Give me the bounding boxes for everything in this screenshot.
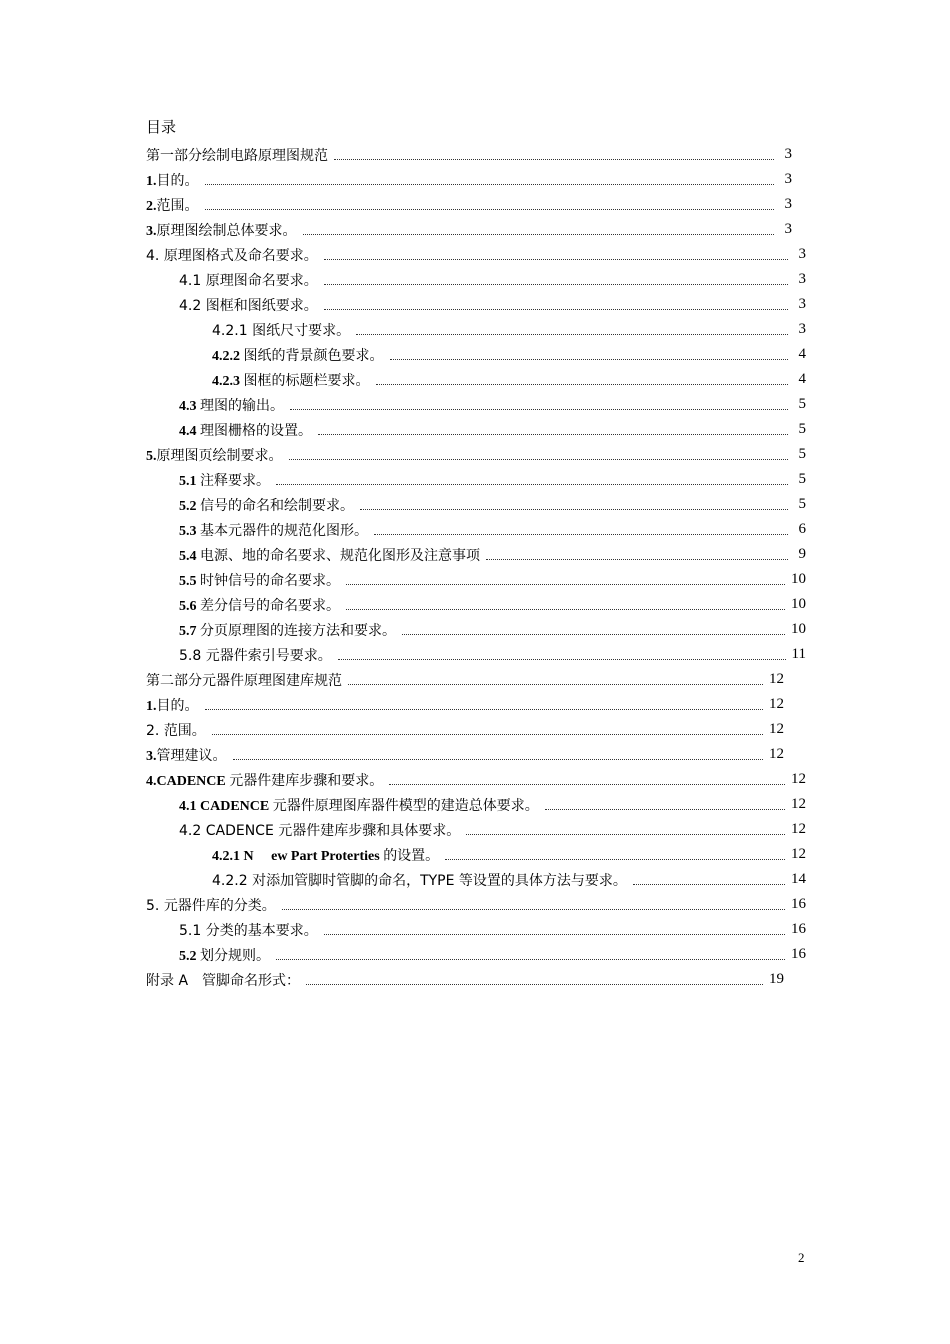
toc-entry[interactable] <box>146 792 806 817</box>
toc-entry-text: 原理图命名要求。 <box>205 272 318 289</box>
toc-entry-title <box>146 145 328 165</box>
toc-entry-page: 3 <box>798 321 806 337</box>
toc-entry[interactable] <box>146 317 806 342</box>
toc-entry-page: 11 <box>791 646 806 662</box>
toc-entry-title <box>146 695 199 715</box>
toc-entry[interactable] <box>146 217 806 242</box>
toc-entry[interactable] <box>146 367 806 392</box>
toc-entry-page: 3 <box>784 221 792 237</box>
toc-entry-title <box>212 370 370 390</box>
toc-dot-leader <box>390 347 789 360</box>
toc-entry-page: 12 <box>769 721 784 737</box>
toc-entry-text: 管理建议。 <box>156 747 227 764</box>
toc-entry-page: 3 <box>784 146 792 162</box>
toc-entry-text: 范围。 <box>156 197 199 214</box>
toc-entry-page: 10 <box>791 571 806 587</box>
toc-dot-leader <box>212 722 763 735</box>
toc-entry-title <box>179 470 270 490</box>
toc-entry-number: 4.CADENCE <box>146 773 230 789</box>
toc-entry-text: 元器件索引号要求。 <box>205 647 332 664</box>
toc-entry-text: 信号的命名和绘制要求。 <box>200 497 354 514</box>
toc-entry-title <box>179 570 340 590</box>
toc-entry-number: 5.8 <box>179 647 206 664</box>
toc-entry[interactable] <box>146 192 806 217</box>
toc-entry-text: 图框的标题栏要求。 <box>243 372 370 389</box>
toc-dot-leader <box>324 247 788 260</box>
toc-entry-number: 2. <box>146 198 157 214</box>
toc-entry[interactable] <box>146 617 806 642</box>
toc-entry-title <box>179 820 460 840</box>
toc-entry-number: 5.4 <box>179 548 200 564</box>
toc-entry-text: 基本元器件的规范化图形。 <box>200 522 368 539</box>
toc-entry-text: 分页原理图的连接方法和要求。 <box>200 622 396 639</box>
toc-entry-title <box>179 295 318 315</box>
toc-entry-page: 16 <box>791 921 806 937</box>
toc-entry[interactable] <box>146 267 806 292</box>
toc-entry-number: 4.2 <box>179 297 206 314</box>
toc-entry-title <box>146 220 297 240</box>
toc-heading: 目录 <box>146 118 177 136</box>
toc-entry-number: 4.2.2 <box>212 348 244 364</box>
toc-entry[interactable] <box>146 567 806 592</box>
toc-dot-leader <box>303 222 775 235</box>
toc-entry-number: 5.1 <box>179 473 200 489</box>
toc-entry-title <box>146 670 342 690</box>
toc-dot-leader <box>306 972 763 985</box>
toc-entry-text: 理图栅格的设置。 <box>200 422 312 439</box>
toc-entry-title <box>212 320 350 340</box>
toc-entry-number: 5.3 <box>179 523 200 539</box>
toc-entry-page: 12 <box>791 796 806 812</box>
toc-entry-number: 5.7 <box>179 623 200 639</box>
toc-entry-number: 4.2.1 N ew Part Proterties <box>212 848 384 864</box>
toc-dot-leader <box>346 597 785 610</box>
toc-dot-leader <box>276 947 785 960</box>
toc-entry[interactable] <box>146 467 806 492</box>
toc-dot-leader <box>205 697 764 710</box>
toc-entry-title <box>179 920 318 940</box>
toc-entry-page: 16 <box>791 896 806 912</box>
toc-entry-title <box>179 270 318 290</box>
toc-entry[interactable] <box>146 642 806 667</box>
toc-entry-page: 3 <box>784 196 792 212</box>
toc-entry-title <box>146 770 383 790</box>
toc-entry[interactable] <box>146 592 806 617</box>
toc-dot-leader <box>338 647 786 660</box>
toc-entry-title <box>146 195 199 215</box>
toc-entry-text: 分类的基本要求。 <box>205 922 318 939</box>
toc-entry-page: 5 <box>798 421 806 437</box>
toc-entry-title <box>146 745 227 765</box>
toc-entry-page: 4 <box>798 346 806 362</box>
toc-entry-text: 注释要求。 <box>200 472 270 489</box>
toc-dot-leader <box>346 572 785 585</box>
toc-entry[interactable] <box>146 842 806 867</box>
toc-entry-title <box>179 495 354 515</box>
toc-entry-title <box>146 720 206 740</box>
toc-dot-leader <box>205 172 775 185</box>
toc-entry-text: 对添加管脚时管脚的命名，TYPE 等设置的具体方法与要求。 <box>252 872 627 889</box>
toc-entry-title <box>212 870 627 890</box>
toc-entry[interactable] <box>146 142 806 167</box>
toc-entry-page: 6 <box>798 521 806 537</box>
toc-dot-leader <box>324 272 788 285</box>
toc-entry-text: 元器件库的分类。 <box>163 897 276 914</box>
toc-entry-number: 4.3 <box>179 398 200 414</box>
toc-entry[interactable] <box>146 342 806 367</box>
toc-entry-page: 5 <box>798 396 806 412</box>
toc-entry-title <box>212 345 384 365</box>
toc-entry-number: 4.2.3 <box>212 373 244 389</box>
toc-entry-text: 的设置。 <box>383 847 440 864</box>
toc-dot-leader <box>324 922 785 935</box>
toc-entry[interactable] <box>146 967 806 992</box>
toc-entry-page: 3 <box>798 246 806 262</box>
toc-entry-text: 原理图格式及命名要求。 <box>163 247 318 264</box>
toc-dot-leader <box>389 772 785 785</box>
toc-entry-number: 4.4 <box>179 423 200 439</box>
toc-dot-leader <box>282 897 785 910</box>
toc-entry-page: 16 <box>791 946 806 962</box>
toc-entry-title <box>179 395 284 415</box>
toc-entry-title <box>179 520 368 540</box>
toc-dot-leader <box>466 822 785 835</box>
toc-entry-number: 3. <box>146 748 157 764</box>
toc-entry-number: 5. <box>146 448 157 464</box>
toc-entry[interactable] <box>146 517 806 542</box>
toc-entry-page: 12 <box>791 846 806 862</box>
toc-entry-page: 14 <box>791 871 806 887</box>
toc-entry-page: 3 <box>798 271 806 287</box>
toc-entry-page: 12 <box>791 771 806 787</box>
toc-entry-title <box>179 795 539 815</box>
toc-entry-text: 电源、地的命名要求、规范化图形及注意事项 <box>200 547 480 564</box>
toc-dot-leader <box>205 197 775 210</box>
toc-entry-number: 5. <box>146 897 164 914</box>
toc-entry-title <box>146 170 199 190</box>
toc-entry-title <box>212 845 439 865</box>
toc-entry-number: 5.6 <box>179 598 200 614</box>
toc-entry[interactable] <box>146 167 806 192</box>
toc-entry-text: 第二部分元器件原理图建库规范 <box>146 672 342 689</box>
toc-entry-number: 5.2 <box>179 948 200 964</box>
toc-dot-leader <box>445 847 785 860</box>
toc-entry-number: 4.2 CADENCE <box>179 822 279 839</box>
toc-entry[interactable] <box>146 767 806 792</box>
toc-entry-text: 附录 A 管脚命名形式： <box>146 972 301 989</box>
toc-entry-number: 4.2.2 <box>212 872 253 889</box>
toc-entry-page: 12 <box>791 821 806 837</box>
toc-entry-number: 2. <box>146 722 164 739</box>
toc-dot-leader <box>324 297 788 310</box>
toc-entry[interactable] <box>146 292 806 317</box>
toc-dot-leader <box>289 447 789 460</box>
toc-dot-leader <box>276 472 788 485</box>
toc-entry-text: 元器件建库步骤和要求。 <box>229 772 384 789</box>
toc-entry-number: 4.1 CADENCE <box>179 798 273 814</box>
toc-entry-title <box>146 895 276 915</box>
toc-entry-page: 12 <box>769 671 784 687</box>
toc-entry-number: 1. <box>146 698 157 714</box>
toc-entry-number: 5.2 <box>179 498 200 514</box>
toc-entry[interactable] <box>146 942 806 967</box>
toc-entry-page: 3 <box>784 171 792 187</box>
toc-entry-title <box>179 645 332 665</box>
toc-entry-title <box>179 595 340 615</box>
toc-dot-leader <box>356 322 788 335</box>
toc-entry-text: 图纸尺寸要求。 <box>252 322 351 339</box>
toc-entry-number: 5.1 <box>179 922 206 939</box>
toc-entry-page: 12 <box>769 746 784 762</box>
toc-entry-title <box>146 445 283 465</box>
toc-dot-leader <box>376 372 789 385</box>
toc-entry-text: 图框和图纸要求。 <box>205 297 318 314</box>
toc-entry[interactable] <box>146 892 806 917</box>
toc-entry-title <box>179 945 270 965</box>
toc-entry-number: 4.2.1 <box>212 322 253 339</box>
toc-entry-page: 4 <box>798 371 806 387</box>
toc-dot-leader <box>290 397 788 410</box>
toc-dot-leader <box>486 547 788 560</box>
toc-entry-text: 范围。 <box>163 722 206 739</box>
toc-entry[interactable] <box>146 492 806 517</box>
toc-entry-title <box>146 245 318 265</box>
toc-entry[interactable] <box>146 667 806 692</box>
toc-entry-number: 1. <box>146 173 157 189</box>
toc-entry-page: 12 <box>769 696 784 712</box>
toc-dot-leader <box>318 422 788 435</box>
toc-entry[interactable] <box>146 867 806 892</box>
toc-entry-text: 划分规则。 <box>200 947 270 964</box>
toc-entry-page: 9 <box>798 546 806 562</box>
toc-entry-page: 5 <box>798 496 806 512</box>
toc-entry-text: 时钟信号的命名要求。 <box>200 572 340 589</box>
toc-entry[interactable] <box>146 417 806 442</box>
toc-entry[interactable] <box>146 917 806 942</box>
toc-entry-text: 元器件原理图库器件模型的建造总体要求。 <box>272 797 539 814</box>
toc-dot-leader <box>348 672 763 685</box>
toc-entry-page: 10 <box>791 596 806 612</box>
toc-entry-text: 原理图页绘制要求。 <box>156 447 283 464</box>
page-number: 2 <box>798 1250 805 1265</box>
toc-dot-leader <box>360 497 788 510</box>
toc-entry-number: 3. <box>146 223 157 239</box>
toc-entry-title <box>179 620 396 640</box>
toc-entry-title <box>146 970 300 990</box>
toc-dot-leader <box>402 622 785 635</box>
toc-dot-leader <box>233 747 764 760</box>
toc-dot-leader <box>633 872 785 885</box>
toc-entry-number: 5.5 <box>179 573 200 589</box>
toc-entry-page: 5 <box>798 471 806 487</box>
toc-entry[interactable] <box>146 442 806 467</box>
toc-entry-text: 原理图绘制总体要求。 <box>156 222 297 239</box>
toc-dot-leader <box>334 147 774 160</box>
toc-entry-text: 目的。 <box>156 172 199 189</box>
toc-entry-title <box>179 420 312 440</box>
toc-entry-page: 19 <box>769 971 784 987</box>
toc-entry-text: 理图的输出。 <box>200 397 284 414</box>
toc-entry-number: 4. <box>146 247 164 264</box>
toc-entry-text: 图纸的背景颜色要求。 <box>243 347 384 364</box>
toc-dot-leader <box>545 797 785 810</box>
toc-entry-text: 目的。 <box>156 697 199 714</box>
toc-entry-text: 第一部分绘制电路原理图规范 <box>146 147 328 164</box>
toc-entry-page: 10 <box>791 621 806 637</box>
toc-entry-page: 3 <box>798 296 806 312</box>
table-of-contents <box>146 142 806 992</box>
toc-entry-text: 差分信号的命名要求。 <box>200 597 340 614</box>
toc-entry-text: 元器件建库步骤和具体要求。 <box>278 822 461 839</box>
toc-entry[interactable] <box>146 817 806 842</box>
toc-entry[interactable] <box>146 692 806 717</box>
toc-entry-title <box>179 545 480 565</box>
toc-entry[interactable] <box>146 542 806 567</box>
toc-dot-leader <box>374 522 788 535</box>
toc-entry[interactable] <box>146 392 806 417</box>
toc-entry[interactable] <box>146 242 806 267</box>
toc-entry[interactable] <box>146 742 806 767</box>
toc-entry[interactable] <box>146 717 806 742</box>
toc-entry-page: 5 <box>798 446 806 462</box>
toc-entry-number: 4.1 <box>179 272 206 289</box>
